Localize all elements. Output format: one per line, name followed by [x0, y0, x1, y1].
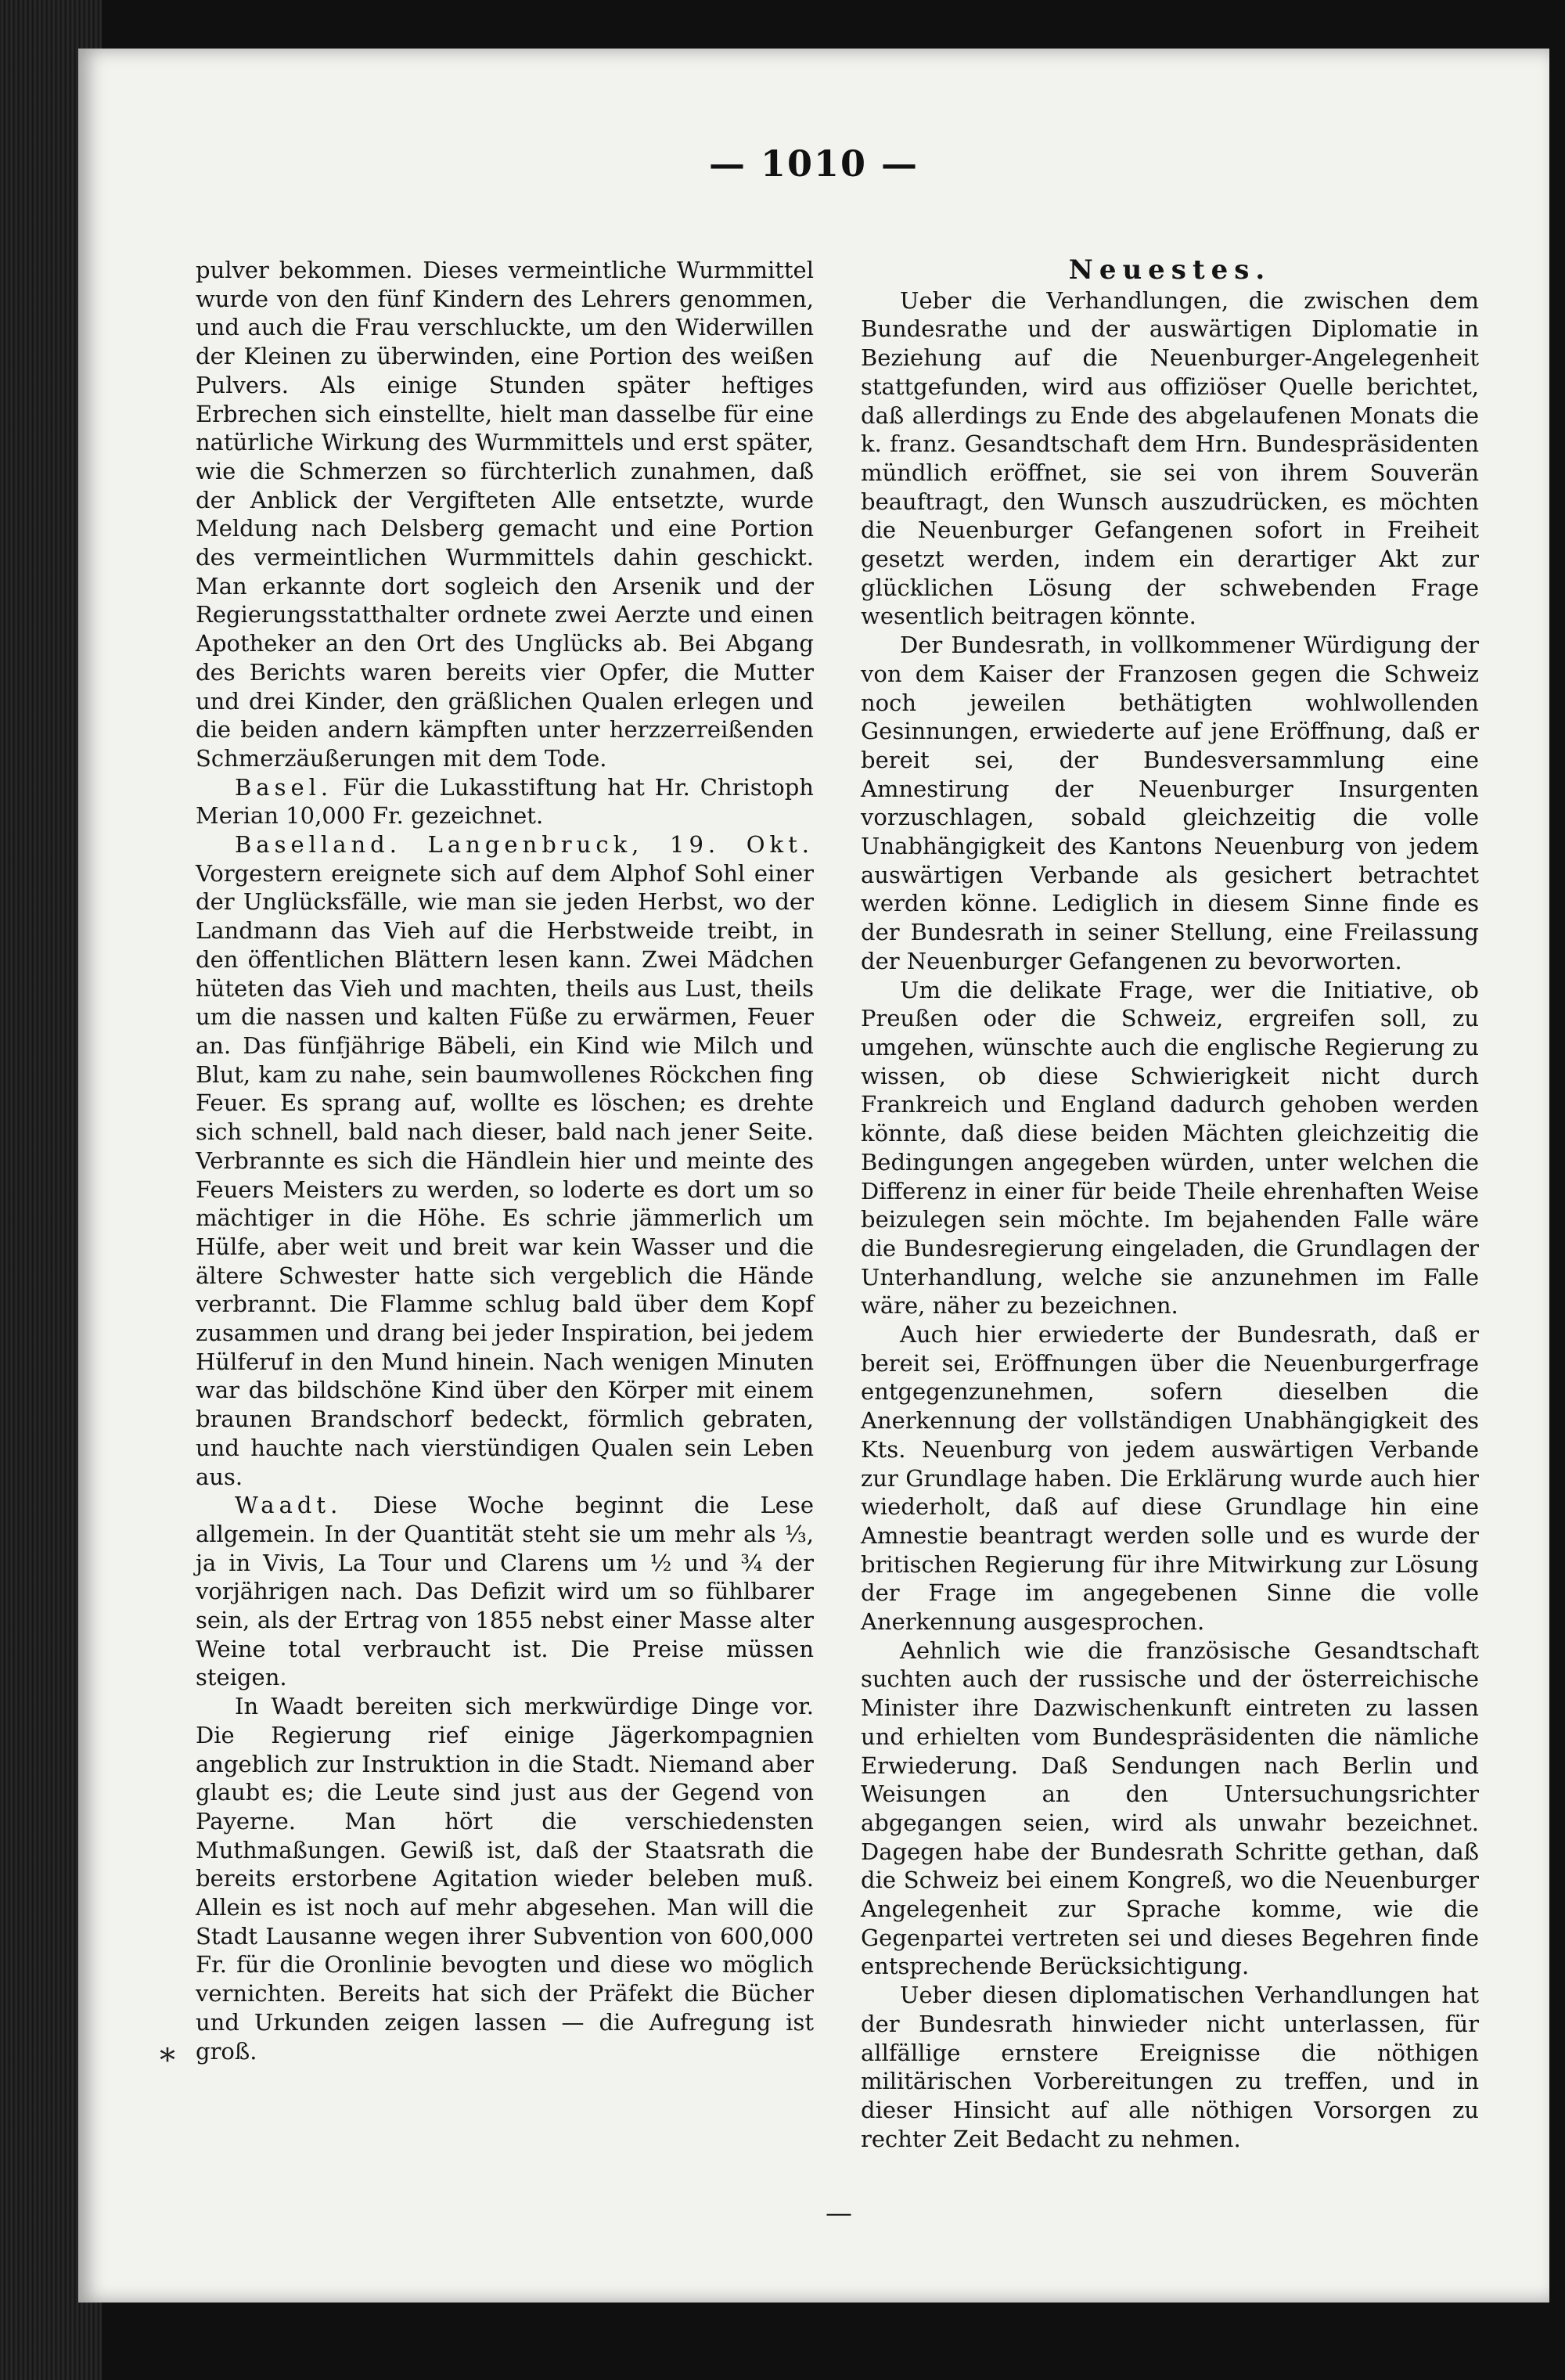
place-basel: Basel. [235, 773, 333, 801]
article-arsenic-end: pulver bekommen. Dieses vermeintliche Wurmmittel wurde von den fünf Kindern des Lehrers genommen, und auch die Frau verschluckte, um den Widerwillen der Kleinen zu überwinden, eine Portion des weißen Pulvers. Als einige Stunden später heftiges Erbrechen sich einstellte, hielt man dasselbe für eine natürliche Wirkung des Wurmmittels und erst später, wie die Schmerzen so fürchterlich zunahmen, daß der Anblick der Vergifteten Alle entsetzte, wurde Meldung nach Delsberg gemacht und eine Portion des vermeintlichen Wurmmittels dahin geschickt. Man erkannte dort sogleich den Arsenik und der Regierungsstatthalter ordnete zwei Aerzte und einen Apotheker an den Ort des Unglücks ab. Bei Abgang des Berichts waren bereits vier Opfer, die Mutter und drei Kinder, den gräßlichen Qualen erlegen und die beiden andern kämpften unter herzzerreißenden Schmerzäußerungen mit dem Tode. [196, 257, 814, 772]
right-column [861, 256, 1479, 2153]
neuestes-paragraph: Aehnlich wie die französische Gesandtschaft suchten auch der russische und der österreichische Minister ihre Dazwischenkunft eintreten zu lassen und erhielten vom Bundespräsidenten die nämliche Erwiederung. Daß Sendungen nach Berlin und Weisungen an den Untersuchungsrichter abgegangen seien, wird als unwahr bezeichnet. Dagegen habe der Bundesrath Schritte gethan, daß die Schweiz bei einem Kongreß, wo die Neuenburger Angelegenheit zur Sprache komme, wie die Gegenpartei vertreten sei und dieses Begehren finde entsprechende Berücksichtigung. [861, 1636, 1479, 1980]
margin-star-mark: * [160, 2043, 175, 2079]
neuestes-paragraph: Der Bundesrath, in vollkommener Würdigung der von dem Kaiser der Franzosen gegen die Schweiz noch jeweilen bethätigten wohlwollenden Gesinnungen, erwiederte auf jene Eröffnung, daß er bereit sei, der Bundesversammlung eine Amnestirung der Neuenburger Insurgenten vorzuschlagen, sobald gleichzeitig die volle Unabhängigkeit des Kantons Neuenburg von jedem auswärtigen Verbande als gesichert betrachtet werden könne. Lediglich in diesem Sinne finde es der Bundesrath in seiner Stellung, eine Freilassung der Neuenburger Gefangenen zu bevorworten. [861, 632, 1479, 974]
article-waadt: Waadt. Diese Woche beginnt die Lese allgemein. In der Quantität steht sie um mehr als ⅓, ja in Vivis, La Tour und Clarens um ½ und ¾ der vorjährigen nach. Das Defizit wird um so fühlbarer sein, als der Ertrag von 1855 nebst einer Masse alter Weine total verbraucht ist. Die Preise müssen steigen. [196, 1492, 815, 1691]
page-number: — 1010 — [708, 142, 919, 185]
neuestes-paragraph: Auch hier erwiederte der Bundesrath, daß er bereit sei, Eröffnungen über die Neuenburgerfrage entgegenzunehmen, sofern dieselben die Anerkennung der vollständigen Unabhängigkeit des Kts. Neuenburg von jedem auswärtigen Verbande zur Grundlage haben. Die Erklärung wurde auch hier wiederholt, daß auf diese Grundlage hin eine Amnestie beantragt werden solle und es wurde der britischen Regierung für ihre Mitwirkung zur Lösung der Frage im angegebenen Sinne die volle Anerkennung ausgesprochen. [861, 1321, 1479, 1636]
neuestes-paragraph: Um die delikate Frage, wer die Initiative, ob Preußen oder die Schweiz, ergreifen soll, zu umgehen, wünschte auch die englische Regierung zu wissen, ob diese Schwierigkeit nicht durch Frankreich und England dadurch gehoben werden könnte, daß diese beiden Mächten gleichzeitig die Bedingungen angegeben würden, unter welchen die Differenz in einer für beide Theile ehrenhaften Weise beizulegen sein möchte. Im bejahenden Falle wäre die Bundesregierung eingeladen, die Grundlagen der Unterhandlung, welche sie anzunehmen im Falle wäre, näher zu bezeichnen. [861, 976, 1479, 1320]
article-basel: Basel. Für die Lukasstiftung hat Hr. Christoph Merian 10,000 Fr. gezeichnet. [196, 773, 814, 830]
section-title-neuestes: Neuestes. [1068, 254, 1272, 286]
neuestes-paragraph: Ueber diesen diplomatischen Verhandlungen hat der Bundesrath hinwieder nicht unterlassen, für allfällige ernstere Ereignisse die nöthigen militärischen Vorbereitungen zu treffen, und in dieser Hinsicht auf alle nöthigen Vorsorgen zu rechter Zeit Bedacht zu nehmen. [861, 1982, 1479, 2152]
place-baselland: Baselland. Langenbruck, 19. Okt. [235, 831, 814, 859]
neuestes-paragraph: Ueber die Verhandlungen, die zwischen dem Bundesrathe und der auswärtigen Diplomatie in Beziehung auf die Neuenburger-Angelegenheit stattgefunden, wird aus offiziöser Quelle berichtet, daß allerdings zu Ende des abgelaufenen Monats die k. franz. Gesandtschaft dem Hrn. Bundespräsidenten mündlich eröffnet, sie sei von ihrem Souverän beauftragt, den Wunsch auszudrücken, es möchten die Neuenburger Gefangenen sofort in Freiheit gesetzt werden, indem ein derartiger Akt zur glücklichen Lösung der schwebenden Frage wesentlich beitragen könnte. [861, 286, 1479, 630]
place-waadt: Waadt. [235, 1492, 343, 1519]
left-column [196, 256, 814, 2065]
newspaper-page [78, 49, 1549, 2303]
article-baselland: Baselland. Langenbruck, 19. Okt. Vorgestern ereignete sich auf dem Alphof Sohl einer der Unglücksfälle, wie man sie jeden Herbst, wo der Landmann das Vieh auf die Herbstweide treibt, in den öffentlichen Blättern lesen kann. Zwei Mädchen hüteten das Vieh und machten, theils aus Lust, theils um die nassen und kalten Füße zu erwärmen, Feuer an. Das fünfjährige Bäbeli, ein Kind wie Milch und Blut, kam zu nahe, sein baumwollenes Röckchen fing Feuer. Es sprang auf, wollte es löschen; es drehte sich schnell, bald nach dieser, bald nach jener Seite. Verbrannte es sich die Händlein hier und meinte des Feuers Meisters zu werden, so loderte es dort um so mächtiger in die Höhe. Es schrie jämmerlich um Hülfe, aber weit und breit war kein Wasser und die ältere Schwester hatte sich vergeblich die Hände verbrannt. Die Flamme schlug bald über dem Kopf zusammen und drang bei jeder Inspiration, bei jedem Hülferuf in den Mund hinein. Nach wenigen Minuten war das bildschöne Kind über den Körper mit einem braunen Brandschorf bedeckt, förmlich gebraten, und hauchte nach vierstündigen Qualen sein Leben aus. [196, 831, 814, 1490]
margin-dash-mark: — [826, 2198, 852, 2229]
article-waadt-politics: In Waadt bereiten sich merkwürdige Dinge vor. Die Regierung rief einige Jägerkompagnien angeblich zur Instruktion in die Stadt. Niemand aber glaubt es; die Leute sind just aus der Gegend von Payerne. Man hört die verschiedensten Muthmaßungen. Gewiß ist, daß der Staatsrath die bereits erstorbene Agitation wieder beleben muß. Allein es ist noch auf mehr abgesehen. Man will die Stadt Lausanne wegen ihrer Subvention von 600,000 Fr. für die Oronlinie bevogten und diese wo möglich vernichten. Bereits hat sich der Präfekt die Bücher und Urkunden zeigen lassen — die Aufregung ist groß. [196, 1693, 814, 2065]
